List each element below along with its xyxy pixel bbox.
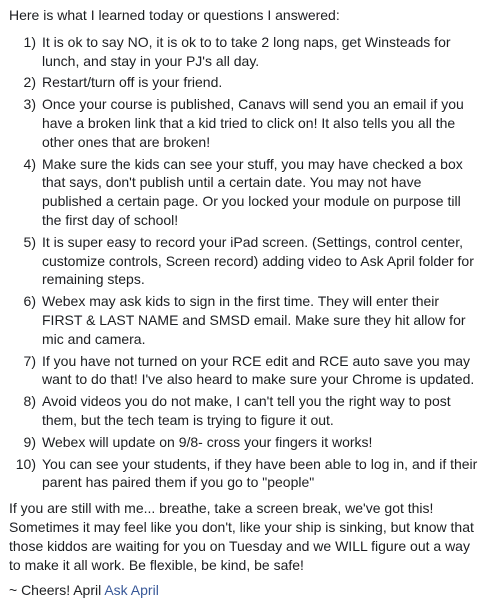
list-item-text: Avoid videos you do not make, I can't tell you the right way to post them, but the tech team is trying to figure it out. [42,393,451,428]
list-item-number: 10) [15,455,36,472]
list-item-text: If you have not turned on your RCE edit and RCE auto save you may want to do that! I've also heard to make sure your Chrome is updated. [42,352,475,388]
list-item-number: 9) [23,433,36,450]
list-item [9,33,487,71]
mention-link-ask-april[interactable]: Ask April [104,582,159,599]
list-item [9,73,487,92]
list-item [9,95,487,151]
post-intro: Here is what I learned today or questions I answered: [9,7,340,23]
list-item [9,392,487,430]
list-item-number: 6) [23,293,36,310]
list-item-number: 3) [23,96,36,113]
list-item-number: 8) [23,393,36,410]
list-item [9,233,487,289]
list-item-text: It is super easy to record your iPad screen. (Settings, control center, customize controls, Screen record) adding video to Ask April folder for remaining steps. [42,233,474,288]
list-item-text: Webex will update on 9/8- cross your fingers it works! [42,433,373,450]
signoff-text: ~ Cheers! April [9,582,102,599]
list-item-text: Webex may ask kids to sign in the first time. They will enter their FIRST & LAST NAME and SMSD email. Make sure they hit allow for mic and camera. [42,293,466,347]
list-item-text: Once your course is published, Canavs will send you an email if you have a broken link that a kid tried to click on! It also tells you all the other ones that are broken! [42,96,464,150]
list-item-text: It is ok to say NO, it is ok to to take 2 long naps, get Winsteads for lunch, and stay in your PJ's all day. [42,33,451,69]
list-item-number: 4) [23,155,36,172]
post-signoff [9,581,487,600]
list-item [9,455,487,493]
list-item-text: Make sure the kids can see your stuff, you may have checked a box that says, don't publish until a certain date. You may not have published a certain page. Or you locked your module on purpose till the first day of school! [42,155,463,228]
list-item-number: 2) [23,74,36,91]
list-item-number: 7) [23,352,36,369]
list-item-number: 5) [23,233,36,250]
list-item [9,352,487,390]
list-item [9,433,487,452]
list-item [9,155,487,230]
post-outro: If you are still with me... breathe, take a screen break, we've got this! Sometimes it may feel like you don't, like your ship is sinking, but know that those kiddos are waiting for you on Tuesday and we WILL figure out a way to make it all work. Be flexible, be kind, be safe! [9,500,474,573]
list-item-number: 1) [23,33,36,50]
list-item-text: You can see your students, if they have been able to log in, and if their parent has paired them if you go to "people" [42,455,478,491]
tips-list [9,33,487,492]
list-item [9,292,487,348]
list-item-text: Restart/turn off is your friend. [42,74,223,91]
